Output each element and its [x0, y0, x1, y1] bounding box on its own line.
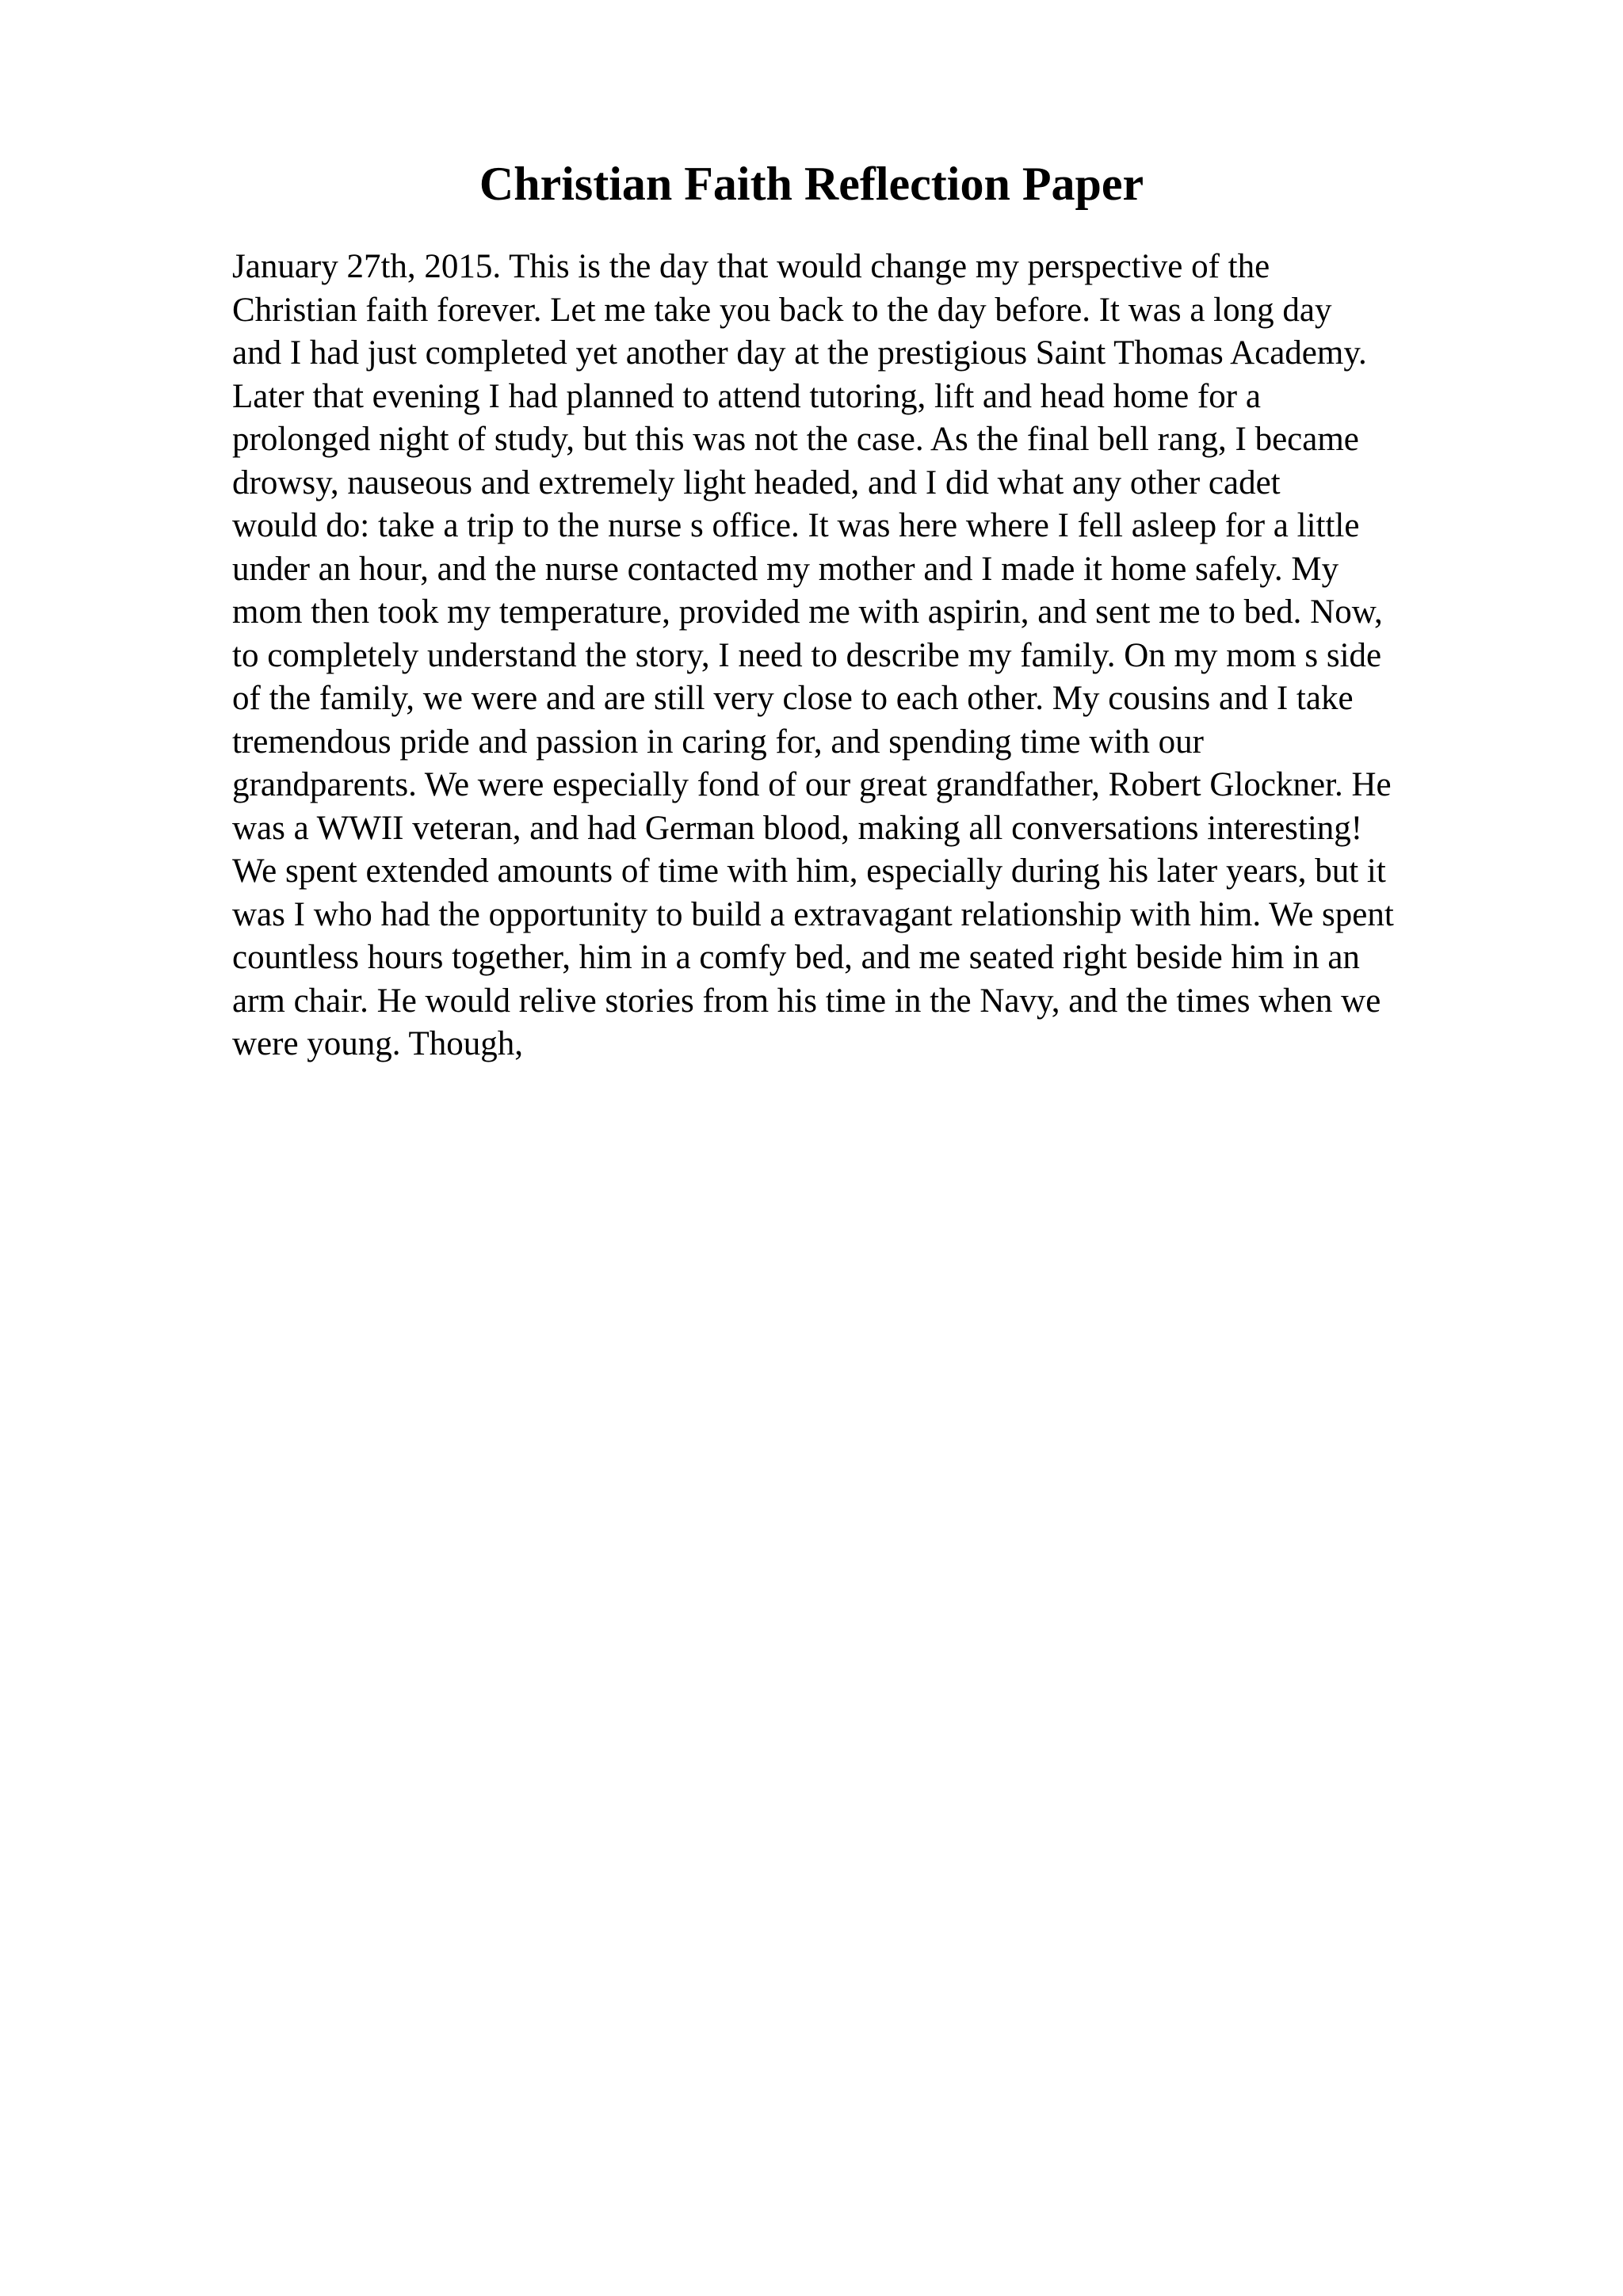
text-line: was a WWII veteran, and had German blood, making all conversations interesting! — [232, 809, 1363, 847]
text-line: of the family, we were and are still very close to each other. My cousins and I take — [232, 680, 1354, 717]
text-line: under an hour, and the nurse contacted my mother and I made it home safely. My — [232, 550, 1339, 588]
text-line: countless hours together, him in a comfy bed, and me seated right beside him in an — [232, 939, 1360, 976]
text-line: and I had just completed yet another day at the prestigious Saint Thomas Academy. — [232, 334, 1367, 372]
text-line: drowsy, nauseous and extremely light headed, and I did what any other cadet — [232, 463, 1281, 502]
text-line: We spent extended amounts of time with him, especially during his later years, but it — [232, 852, 1386, 890]
text-line: were young. Though, — [232, 1025, 524, 1062]
text-line: would do: take a trip to the nurse s office. It was here where I fell asleep for a little — [232, 507, 1360, 544]
text-line: Later that evening I had planned to attend tutoring, lift and head home for a — [232, 377, 1261, 415]
text-line: tremendous pride and passion in caring for, and spending time with our — [232, 723, 1204, 761]
text-line: January 27th, 2015. This is the day that would change my perspective of the — [232, 248, 1270, 285]
text-line: Christian faith forever. Let me take you back to the day before. It was a long day — [232, 291, 1332, 329]
text-line: grandparents. We were especially fond of our great grandfather, Robert Glockner. He — [232, 766, 1392, 803]
text-line: prolonged night of study, but this was not the case. As the final bell rang, I became — [232, 421, 1359, 458]
body-text — [232, 246, 1532, 1066]
text-line: to completely understand the story, I need to describe my family. On my mom s side — [232, 636, 1382, 674]
text-line: mom then took my temperature, provided me with aspirin, and sent me to bed. Now, — [232, 593, 1383, 631]
text-line: was I who had the opportunity to build a extravagant relationship with him. We spent — [232, 895, 1394, 933]
page-title: Christian Faith Reflection Paper — [479, 158, 1144, 210]
text-line: arm chair. He would relive stories from his time in the Navy, and the times when we — [232, 982, 1381, 1020]
